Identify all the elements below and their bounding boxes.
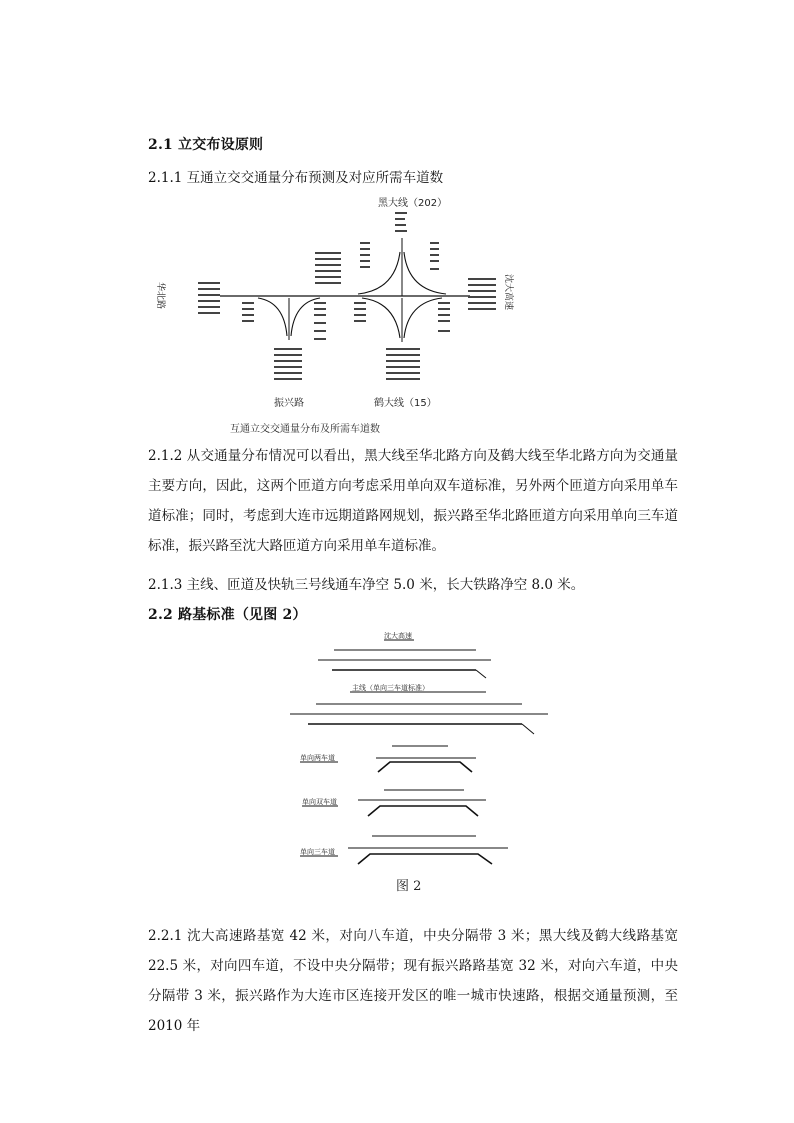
section-heading-2-2: 2.2 路基标准（见图 2） xyxy=(148,607,307,623)
figure2-label-2: 主线（单向三车道标准） xyxy=(352,684,429,692)
bottom-right-flare-l xyxy=(362,298,400,338)
figure2-label-1: 沈大高速 xyxy=(384,632,412,640)
paragraph-2-2-1: 2.2.1 沈大高速路基宽 42 米，对向八车道，中央分隔带 3 米；黑大线及鹤大线路基宽 22.5 米，对向四车道，不设中央分隔带；现有振兴路路基宽 32 米，对向六车道，中央分隔带 3 米，振兴路作为大连市区连接开发区的唯一城市快速路，根据交通量预测，至 2010 年 xyxy=(148,928,678,1034)
figure2-caption: 图 2 xyxy=(396,879,422,894)
figure2-label-3: 单向两车道 xyxy=(300,754,335,762)
interchange-traffic-figure xyxy=(150,190,530,440)
bottom-right-road-label: 鹤大线（15） xyxy=(374,398,437,409)
left-road-label: 华北路 xyxy=(155,282,165,310)
figure2-label-4: 单向双车道 xyxy=(302,798,337,806)
bottom-left-road-label: 振兴路 xyxy=(274,398,304,409)
paragraph-2-1-3: 2.1.3 主线、匝道及快轨三号线通车净空 5.0 米，长大铁路净空 8.0 米。 xyxy=(148,577,585,593)
top-road-label: 黑大线（202） xyxy=(378,198,448,209)
section4-surface xyxy=(368,806,478,816)
section5-surface xyxy=(358,854,492,864)
bottom-left-flare-l xyxy=(258,298,287,336)
section-heading-2-1: 2.1 立交布设原则 xyxy=(148,137,264,153)
subgrade-cross-section-figure xyxy=(286,630,556,895)
figure2-label-5: 单向三车道 xyxy=(300,848,335,856)
figure1-caption: 互通立交交通量分布及所需车道数 xyxy=(230,424,380,435)
bottom-right-flare-r xyxy=(404,298,442,338)
top-flare-left xyxy=(358,252,400,294)
subheading-2-1-1: 2.1.1 互通立交交通量分布预测及对应所需车道数 xyxy=(148,170,444,186)
section3-surface xyxy=(378,762,472,772)
top-flare-right xyxy=(404,252,446,294)
paragraph-2-1-2: 2.1.2 从交通量分布情况可以看出，黑大线至华北路方向及鹤大线至华北路方向为交通量主要方向，因此，这两个匝道方向考虑采用单向双车道标准，另外两个匝道方向采用单车道标准；同时，考虑到大连市远期道路网规划，振兴路至华北路匝道方向采用单向三车道标准，振兴路至沈大路匝道方向采用单车道标准。 xyxy=(148,448,678,554)
right-road-label: 沈大高速 xyxy=(503,274,513,311)
